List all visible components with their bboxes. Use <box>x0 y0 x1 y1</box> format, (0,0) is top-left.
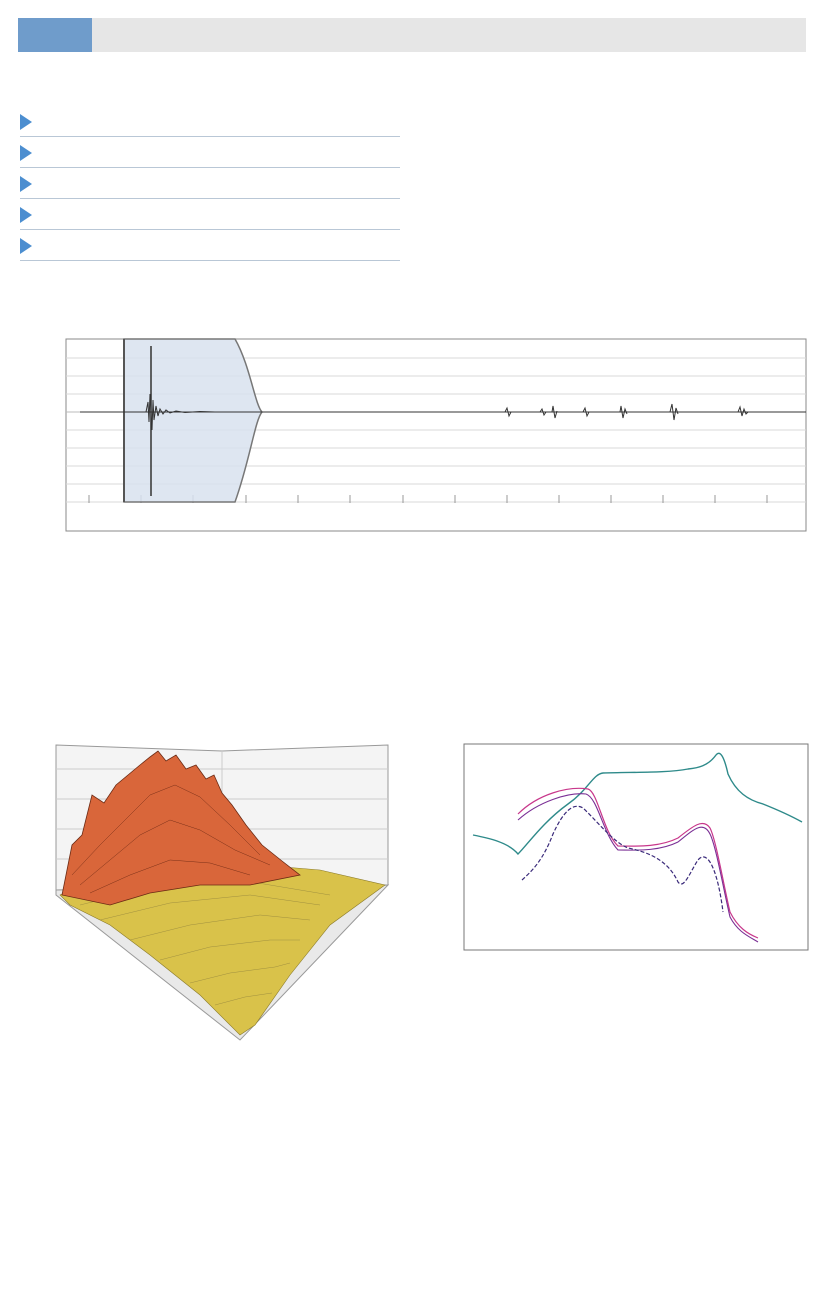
thd-chart <box>418 742 818 982</box>
feature-item <box>20 230 400 261</box>
impulse-response-chart <box>0 310 827 560</box>
triangle-bullet-icon <box>20 207 32 223</box>
page-title <box>112 18 118 52</box>
triangle-bullet-icon <box>20 145 32 161</box>
module-tag <box>18 18 92 52</box>
header-bar <box>18 18 806 52</box>
feature-item <box>20 199 400 230</box>
waterfall-chart <box>0 735 420 1055</box>
triangle-bullet-icon <box>20 238 32 254</box>
feature-item <box>20 168 400 199</box>
thd-plot-frame <box>464 744 808 950</box>
triangle-bullet-icon <box>20 114 32 130</box>
time-window <box>124 339 262 502</box>
feature-item <box>20 137 400 168</box>
feature-item <box>20 106 400 137</box>
triangle-bullet-icon <box>20 176 32 192</box>
